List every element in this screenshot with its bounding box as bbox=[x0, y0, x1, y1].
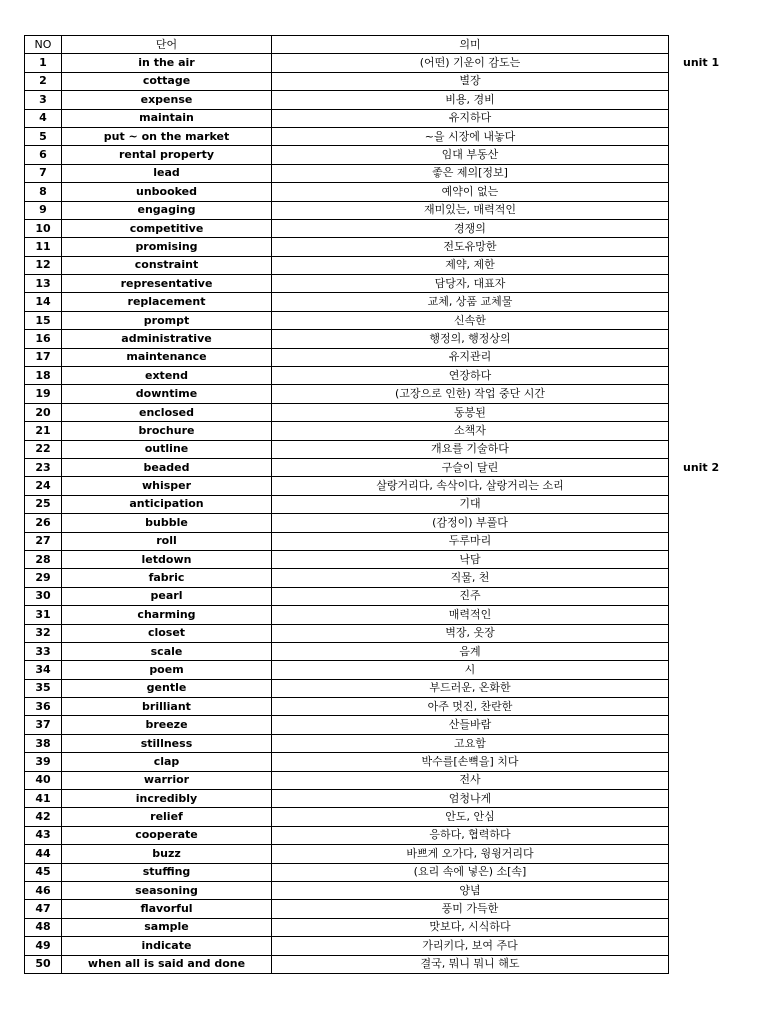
row-meaning: (어떤) 기운이 감도는 bbox=[272, 54, 669, 72]
row-word: pearl bbox=[62, 587, 272, 605]
row-number: 21 bbox=[25, 422, 62, 440]
row-number: 25 bbox=[25, 495, 62, 513]
row-meaning: (감정이) 부풀다 bbox=[272, 514, 669, 532]
row-meaning: 좋은 제의[정보] bbox=[272, 164, 669, 182]
row-meaning: ~을 시장에 내놓다 bbox=[272, 127, 669, 145]
row-number: 16 bbox=[25, 330, 62, 348]
table-row bbox=[25, 311, 669, 329]
row-number: 48 bbox=[25, 918, 62, 936]
table-row bbox=[25, 367, 669, 385]
row-meaning: 바쁘게 오가다, 윙윙거리다 bbox=[272, 845, 669, 863]
row-number: 30 bbox=[25, 587, 62, 605]
row-number: 36 bbox=[25, 698, 62, 716]
row-word: outline bbox=[62, 440, 272, 458]
table-row bbox=[25, 458, 669, 476]
row-word: extend bbox=[62, 367, 272, 385]
row-meaning: 박수를[손뼉을] 치다 bbox=[272, 753, 669, 771]
row-meaning: 교체, 상품 교체물 bbox=[272, 293, 669, 311]
table-row bbox=[25, 734, 669, 752]
unit-label: unit 2 bbox=[683, 460, 720, 474]
table-row bbox=[25, 146, 669, 164]
row-word: rental property bbox=[62, 146, 272, 164]
row-word: letdown bbox=[62, 550, 272, 568]
row-meaning: 결국, 뭐니 뭐니 해도 bbox=[272, 955, 669, 973]
row-word: expense bbox=[62, 91, 272, 109]
table-row bbox=[25, 219, 669, 237]
table-row bbox=[25, 698, 669, 716]
row-meaning: 유지관리 bbox=[272, 348, 669, 366]
row-number: 22 bbox=[25, 440, 62, 458]
row-number: 15 bbox=[25, 311, 62, 329]
row-number: 7 bbox=[25, 164, 62, 182]
table-row bbox=[25, 72, 669, 90]
row-word: charming bbox=[62, 606, 272, 624]
row-word: unbooked bbox=[62, 183, 272, 201]
row-number: 45 bbox=[25, 863, 62, 881]
row-number: 38 bbox=[25, 734, 62, 752]
row-meaning: 직물, 천 bbox=[272, 569, 669, 587]
row-meaning: 재미있는, 매력적인 bbox=[272, 201, 669, 219]
row-meaning: 예약이 없는 bbox=[272, 183, 669, 201]
table-row bbox=[25, 201, 669, 219]
row-meaning: 비용, 경비 bbox=[272, 91, 669, 109]
table-row bbox=[25, 642, 669, 660]
row-word: cottage bbox=[62, 72, 272, 90]
row-word: incredibly bbox=[62, 790, 272, 808]
row-word: bubble bbox=[62, 514, 272, 532]
row-meaning: 유지하다 bbox=[272, 109, 669, 127]
row-meaning: 양념 bbox=[272, 881, 669, 899]
row-meaning: 신속한 bbox=[272, 311, 669, 329]
row-word: stillness bbox=[62, 734, 272, 752]
table-row bbox=[25, 54, 669, 72]
row-word: cooperate bbox=[62, 826, 272, 844]
row-word: whisper bbox=[62, 477, 272, 495]
row-word: constraint bbox=[62, 256, 272, 274]
row-meaning: 경쟁의 bbox=[272, 219, 669, 237]
table-row bbox=[25, 385, 669, 403]
table-row bbox=[25, 514, 669, 532]
row-meaning: 소책자 bbox=[272, 422, 669, 440]
row-meaning: 별장 bbox=[272, 72, 669, 90]
table-row bbox=[25, 937, 669, 955]
row-meaning: 고요함 bbox=[272, 734, 669, 752]
table-row bbox=[25, 164, 669, 182]
row-number: 9 bbox=[25, 201, 62, 219]
row-number: 46 bbox=[25, 881, 62, 899]
row-word: relief bbox=[62, 808, 272, 826]
row-number: 19 bbox=[25, 385, 62, 403]
row-number: 39 bbox=[25, 753, 62, 771]
row-word: anticipation bbox=[62, 495, 272, 513]
table-row bbox=[25, 550, 669, 568]
row-word: put ~ on the market bbox=[62, 127, 272, 145]
row-number: 11 bbox=[25, 238, 62, 256]
row-word: when all is said and done bbox=[62, 955, 272, 973]
table-row bbox=[25, 256, 669, 274]
row-word: brochure bbox=[62, 422, 272, 440]
table-row bbox=[25, 808, 669, 826]
row-word: maintain bbox=[62, 109, 272, 127]
row-word: fabric bbox=[62, 569, 272, 587]
row-number: 5 bbox=[25, 127, 62, 145]
row-meaning: 매력적인 bbox=[272, 606, 669, 624]
row-number: 44 bbox=[25, 845, 62, 863]
table-row bbox=[25, 403, 669, 421]
table-row bbox=[25, 348, 669, 366]
row-number: 26 bbox=[25, 514, 62, 532]
row-meaning: 가리키다, 보여 주다 bbox=[272, 937, 669, 955]
table-row bbox=[25, 587, 669, 605]
table-row bbox=[25, 477, 669, 495]
table-row bbox=[25, 863, 669, 881]
row-meaning: 엄청나게 bbox=[272, 790, 669, 808]
row-meaning: 기대 bbox=[272, 495, 669, 513]
table-row bbox=[25, 679, 669, 697]
row-number: 43 bbox=[25, 826, 62, 844]
row-word: promising bbox=[62, 238, 272, 256]
table-row bbox=[25, 532, 669, 550]
row-number: 14 bbox=[25, 293, 62, 311]
row-word: prompt bbox=[62, 311, 272, 329]
row-meaning: 벽장, 옷장 bbox=[272, 624, 669, 642]
row-meaning: 음계 bbox=[272, 642, 669, 660]
table-row bbox=[25, 826, 669, 844]
row-number: 27 bbox=[25, 532, 62, 550]
row-meaning: 두루마리 bbox=[272, 532, 669, 550]
row-word: closet bbox=[62, 624, 272, 642]
row-meaning: 부드러운, 온화한 bbox=[272, 679, 669, 697]
row-meaning: 시 bbox=[272, 661, 669, 679]
row-number: 24 bbox=[25, 477, 62, 495]
row-meaning: 맛보다, 시식하다 bbox=[272, 918, 669, 936]
unit-label: unit 1 bbox=[683, 56, 720, 70]
row-meaning: 개요를 기술하다 bbox=[272, 440, 669, 458]
table-row bbox=[25, 275, 669, 293]
row-meaning: 안도, 안심 bbox=[272, 808, 669, 826]
row-word: scale bbox=[62, 642, 272, 660]
row-meaning: 연장하다 bbox=[272, 367, 669, 385]
row-word: brilliant bbox=[62, 698, 272, 716]
table-row bbox=[25, 440, 669, 458]
row-word: representative bbox=[62, 275, 272, 293]
row-meaning: 응하다, 협력하다 bbox=[272, 826, 669, 844]
row-number: 34 bbox=[25, 661, 62, 679]
row-meaning: (요리 속에 넣은) 소[속] bbox=[272, 863, 669, 881]
row-word: beaded bbox=[62, 458, 272, 476]
table-row bbox=[25, 771, 669, 789]
row-number: 40 bbox=[25, 771, 62, 789]
row-word: in the air bbox=[62, 54, 272, 72]
table-row bbox=[25, 790, 669, 808]
row-word: seasoning bbox=[62, 881, 272, 899]
row-number: 23 bbox=[25, 458, 62, 476]
table-row bbox=[25, 918, 669, 936]
row-word: warrior bbox=[62, 771, 272, 789]
row-word: replacement bbox=[62, 293, 272, 311]
row-meaning: 임대 부동산 bbox=[272, 146, 669, 164]
table-row bbox=[25, 91, 669, 109]
row-meaning: 구슬이 달린 bbox=[272, 458, 669, 476]
row-number: 50 bbox=[25, 955, 62, 973]
table-row bbox=[25, 624, 669, 642]
row-number: 3 bbox=[25, 91, 62, 109]
table-row bbox=[25, 661, 669, 679]
row-word: buzz bbox=[62, 845, 272, 863]
row-word: competitive bbox=[62, 219, 272, 237]
row-meaning: 담당자, 대표자 bbox=[272, 275, 669, 293]
table-row bbox=[25, 569, 669, 587]
table-row bbox=[25, 183, 669, 201]
header-meaning: 의미 bbox=[272, 36, 669, 54]
row-meaning: 살랑거리다, 속삭이다, 살랑거리는 소리 bbox=[272, 477, 669, 495]
row-number: 42 bbox=[25, 808, 62, 826]
row-number: 6 bbox=[25, 146, 62, 164]
row-word: downtime bbox=[62, 385, 272, 403]
table-row bbox=[25, 293, 669, 311]
row-word: poem bbox=[62, 661, 272, 679]
row-word: flavorful bbox=[62, 900, 272, 918]
row-number: 47 bbox=[25, 900, 62, 918]
table-row bbox=[25, 900, 669, 918]
row-number: 29 bbox=[25, 569, 62, 587]
row-meaning: 제약, 제한 bbox=[272, 256, 669, 274]
row-number: 10 bbox=[25, 219, 62, 237]
table-row bbox=[25, 109, 669, 127]
table-row bbox=[25, 330, 669, 348]
table-row bbox=[25, 127, 669, 145]
row-number: 35 bbox=[25, 679, 62, 697]
row-word: breeze bbox=[62, 716, 272, 734]
table-row bbox=[25, 495, 669, 513]
row-meaning: 풍미 가득한 bbox=[272, 900, 669, 918]
row-meaning: 동봉된 bbox=[272, 403, 669, 421]
row-word: sample bbox=[62, 918, 272, 936]
row-meaning: 전도유망한 bbox=[272, 238, 669, 256]
row-number: 1 bbox=[25, 54, 62, 72]
row-word: gentle bbox=[62, 679, 272, 697]
row-number: 49 bbox=[25, 937, 62, 955]
table-row bbox=[25, 238, 669, 256]
row-number: 41 bbox=[25, 790, 62, 808]
row-number: 2 bbox=[25, 72, 62, 90]
header-word: 단어 bbox=[62, 36, 272, 54]
row-number: 17 bbox=[25, 348, 62, 366]
row-word: clap bbox=[62, 753, 272, 771]
table-row bbox=[25, 881, 669, 899]
header-row bbox=[25, 36, 669, 54]
vocab-body bbox=[25, 54, 669, 974]
row-meaning: 낙담 bbox=[272, 550, 669, 568]
table-row bbox=[25, 845, 669, 863]
header-no: NO bbox=[25, 36, 62, 54]
row-number: 13 bbox=[25, 275, 62, 293]
row-meaning: 전사 bbox=[272, 771, 669, 789]
row-word: lead bbox=[62, 164, 272, 182]
row-word: maintenance bbox=[62, 348, 272, 366]
row-number: 4 bbox=[25, 109, 62, 127]
row-word: roll bbox=[62, 532, 272, 550]
row-meaning: 진주 bbox=[272, 587, 669, 605]
row-word: indicate bbox=[62, 937, 272, 955]
vocab-table bbox=[24, 35, 669, 974]
row-word: stuffing bbox=[62, 863, 272, 881]
row-word: engaging bbox=[62, 201, 272, 219]
table-row bbox=[25, 716, 669, 734]
row-number: 20 bbox=[25, 403, 62, 421]
row-number: 28 bbox=[25, 550, 62, 568]
table-row bbox=[25, 422, 669, 440]
row-word: enclosed bbox=[62, 403, 272, 421]
row-number: 32 bbox=[25, 624, 62, 642]
row-meaning: (고장으로 인한) 작업 중단 시간 bbox=[272, 385, 669, 403]
row-number: 37 bbox=[25, 716, 62, 734]
row-number: 31 bbox=[25, 606, 62, 624]
row-word: administrative bbox=[62, 330, 272, 348]
row-number: 18 bbox=[25, 367, 62, 385]
table-row bbox=[25, 955, 669, 973]
row-meaning: 산들바람 bbox=[272, 716, 669, 734]
row-number: 33 bbox=[25, 642, 62, 660]
row-number: 12 bbox=[25, 256, 62, 274]
table-row bbox=[25, 753, 669, 771]
row-meaning: 아주 멋진, 찬란한 bbox=[272, 698, 669, 716]
row-meaning: 행정의, 행정상의 bbox=[272, 330, 669, 348]
row-number: 8 bbox=[25, 183, 62, 201]
table-row bbox=[25, 606, 669, 624]
